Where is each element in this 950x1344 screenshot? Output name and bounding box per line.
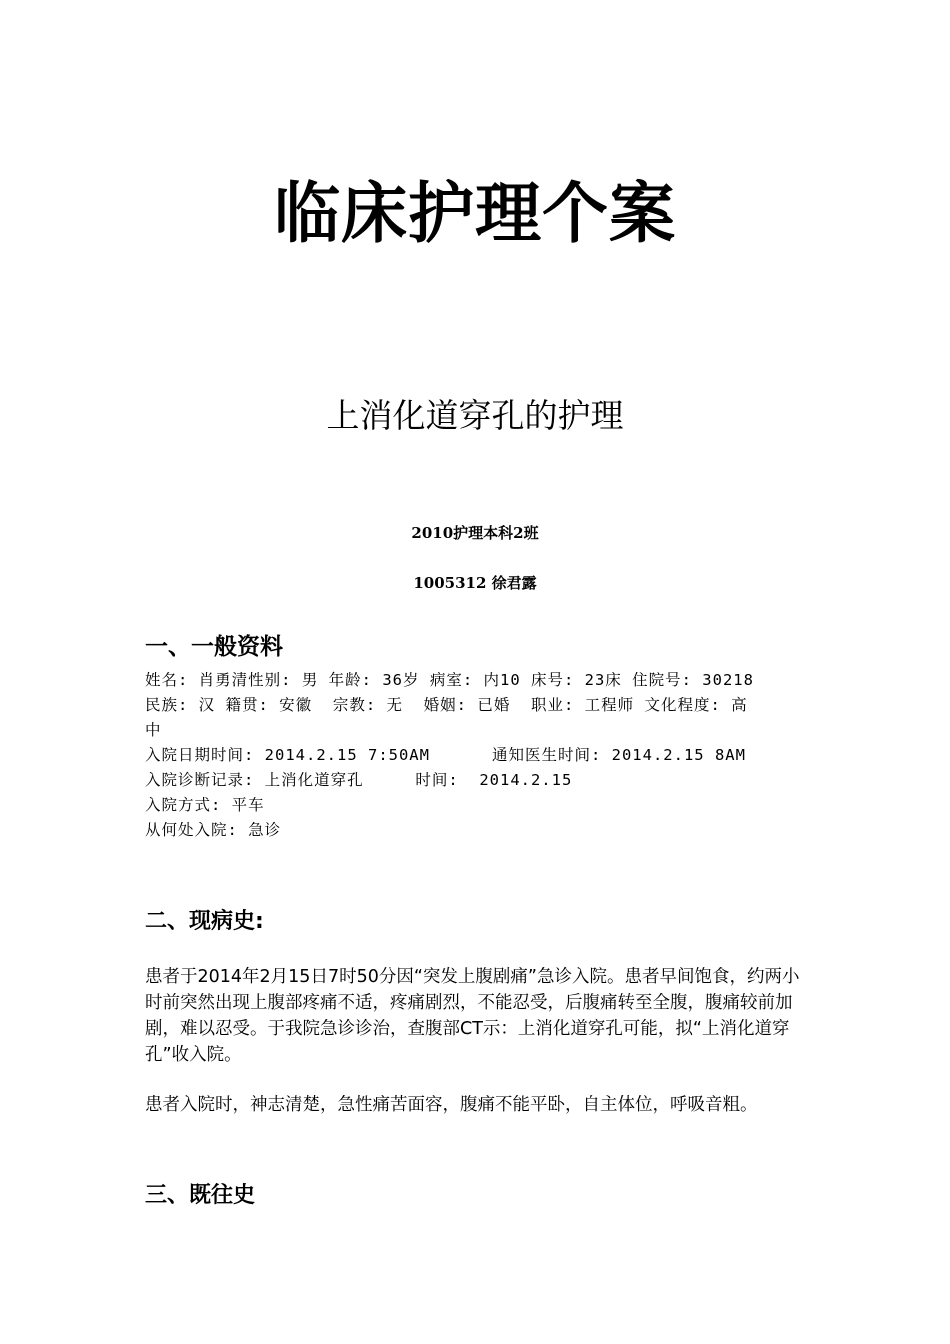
admission-status-paragraph: 患者入院时，神志清楚，急性痛苦面容，腹痛不能平卧，自主体位，呼吸音粗。: [145, 1095, 758, 1115]
section-heading-past-history: 三、既往史: [145, 1183, 256, 1208]
document-subtitle: 上消化道穿孔的护理: [326, 396, 624, 435]
info-line: 入院诊断记录: 上消化道穿孔 时间: 2014.2.15: [145, 771, 573, 789]
document-title: 临床护理个案: [274, 175, 676, 252]
section-heading-present-illness: 二、现病史:: [145, 909, 264, 934]
info-line: 民族: 汉 籍贯: 安徽 宗教: 无 婚姻: 已婚 职业: 工程师 文化程度: 高: [145, 696, 748, 714]
general-info-block: [145, 668, 815, 843]
info-line: 入院日期时间: 2014.2.15 7:50AM 通知医生时间: 2014.2.15 8AM: [145, 746, 746, 764]
present-illness-paragraph: 患者于2014年2月15日7时50分因“突发上腹剧痛”急诊入院。患者早间饱食，约两小时前突然出现上腹部疼痛不适，疼痛剧烈，不能忍受，后腹痛转至全腹，腹痛较前加剧，难以忍受。于我院急诊诊治，查腹部CT示：上消化道穿孔可能，拟“上消化道穿孔”收入院。: [145, 967, 800, 1065]
student-info: 1005312 徐君露: [413, 574, 537, 592]
section-heading-general-info: 一、一般资料: [145, 633, 283, 660]
class-info: 2010护理本科2班: [411, 524, 539, 542]
info-line: 中: [145, 721, 162, 739]
info-line: 从何处入院: 急诊: [145, 821, 282, 839]
info-line: 入院方式: 平车: [145, 796, 265, 814]
info-line: 姓名: 肖勇清性别: 男 年龄: 36岁 病室: 内10 床号: 23床 住院号: 30218: [145, 671, 754, 689]
